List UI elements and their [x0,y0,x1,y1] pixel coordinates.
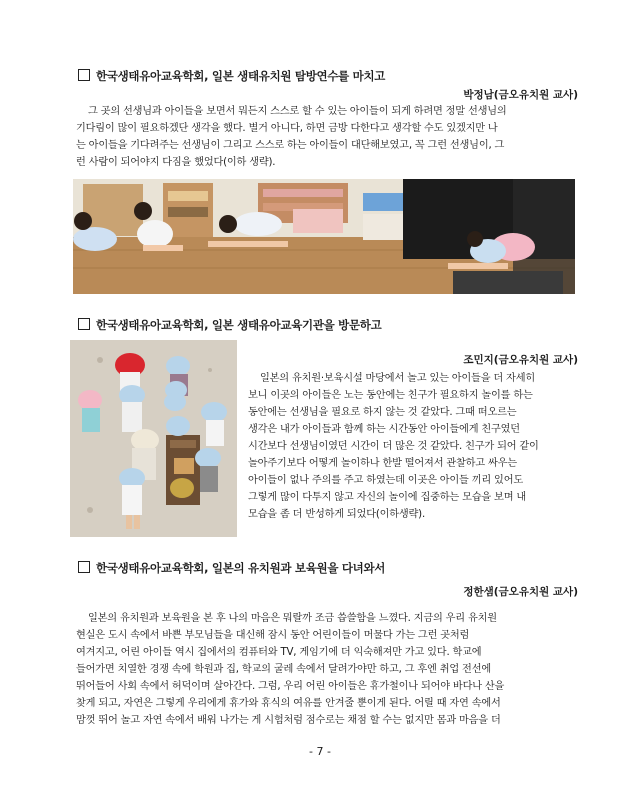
section1-line: 는 아이들을 기다려주는 선생님이 그리고 스스로 하는 아이들이 대단해보였고, 꼭 그런 선생님이, 그 [76,140,505,151]
section1-line: 기다림이 많이 필요하겠단 생각을 했다. 별거 아니다, 하면 금방 다한다고 생각할 수도 있겠지만 나 [76,123,498,134]
section3-line: 일본의 유치원과 보육원을 본 후 나의 마음은 뭐랄까 조금 씁쓸함을 느꼈다. 지금의 우리 유치원 [88,613,497,624]
section2-line: 동안에는 선생님을 필요로 하지 않는 것 같았다. 그때 떠오르는 [248,407,517,418]
section3-heading [78,560,385,576]
section3-paragraph [76,610,576,729]
section3-author: 정한샘(금오유치원 교사) [463,586,578,598]
checkbox-square-icon [78,561,90,573]
section2-line: 모습을 좀 더 반성하게 되었다(이하생략). [248,509,425,520]
section2-line: 생각은 내가 아이들과 함께 하는 시간동안 아이들에게 친구였던 [248,424,520,435]
section3-line: 여겨지고, 어린 아이들 역시 집에서의 컴퓨터와 TV, 게임기에 더 익숙해져만 가고 있다. 학교에 [76,647,482,658]
section2-line: 놀아주기보다 어떻게 놀이하나 한발 떨어져서 관찰하고 싸우는 [248,458,517,469]
section3-line: 들어가면 치열한 경쟁 속에 학원과 집, 학교의 굴레 속에서 달려가야만 하고, 그 후엔 취업 전선에 [76,664,491,675]
section1-heading [78,68,385,84]
page-number: - 7 - [309,745,331,758]
section2-heading-text: 한국생태유아교육학회, 일본 생태유아교육기관을 방문하고 [96,318,382,332]
section3-line: 맘껏 뛰어 놀고 자연 속에서 배워 나가는 게 시험처럼 점수로는 채점 할 수는 없지만 몸과 마음을 더 [76,715,501,726]
section1-line: 그 곳의 선생님과 아이들을 보면서 뭐든지 스스로 할 수 있는 아이들이 되게 하려면 정말 선생님의 [88,106,507,117]
classroom-photo [73,179,575,294]
section1-author: 박정남(금오유치원 교사) [463,89,578,101]
section2-line: 아이들이 없나 주의를 주고 하였는데 이곳은 아이들 끼리 있어도 [248,475,523,486]
section3-line: 현실은 도시 속에서 바쁜 부모님들을 대신해 잠시 동안 어린이들이 머물다 가는 그런 곳처럼 [76,630,470,641]
checkbox-square-icon [78,69,90,81]
checkbox-square-icon [78,318,90,330]
section1-heading-text: 한국생태유아교육학회, 일본 생태유치원 탐방연수를 마치고 [96,69,386,83]
section2-line: 일본의 유치원·보육시설 마당에서 놀고 있는 아이들을 더 자세히 [260,373,535,384]
section2-paragraph [248,370,578,523]
section2-line: 그렇게 많이 다투지 않고 자신의 놀이에 집중하는 모습을 보며 내 [248,492,527,503]
playground-photo [70,340,237,537]
section3-line: 찾게 되고, 자연은 그렇게 우리에게 휴가와 휴식의 여유를 안겨줄 뿐이게 된다. 어릴 때 자연 속에서 [76,698,501,709]
section2-heading [78,317,381,333]
section2-line: 시간보다 선생님이였던 시간이 더 많은 것 같았다. 친구가 되어 같이 [248,441,539,452]
section3-heading-text: 한국생태유아교육학회, 일본의 유치원과 보육원을 다녀와서 [96,561,386,575]
section2-line: 보니 이곳의 아이들은 노는 동안에는 친구가 필요하지 놀이를 하는 [248,390,533,401]
section2-author: 조민지(금오유치원 교사) [463,354,578,366]
section1-paragraph [76,103,576,171]
section1-line: 런 사람이 되어야지 다짐을 했었다(이하 생략). [76,157,276,168]
section3-line: 뛰어들어 사회 속에서 허덕이며 살아간다. 그럼, 우리 어린 아이들은 휴가철이나 되어야 바다나 산을 [76,681,505,692]
